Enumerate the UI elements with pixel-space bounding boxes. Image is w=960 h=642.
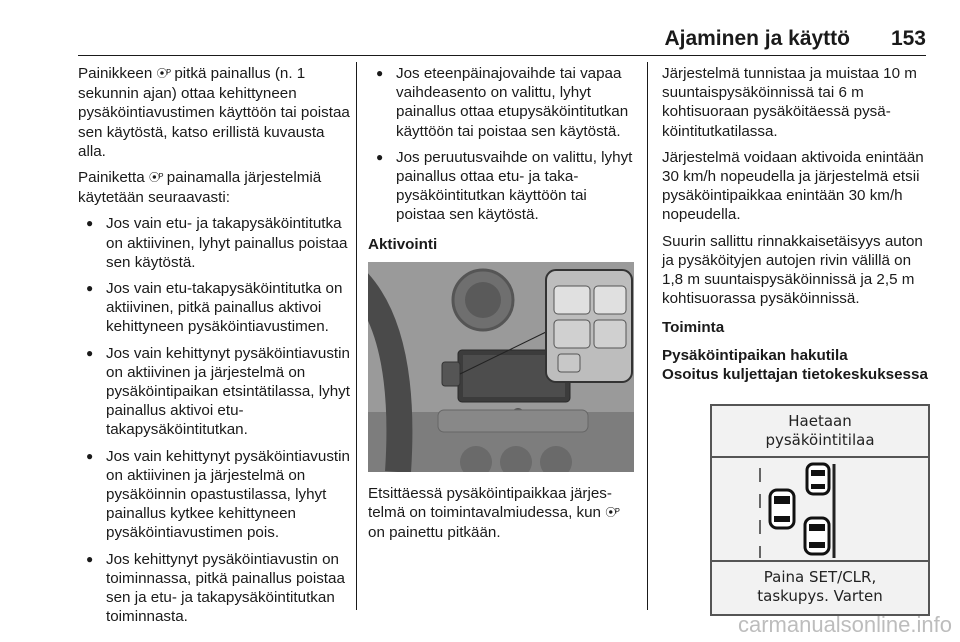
bullet-list-1	[78, 214, 350, 626]
column-2	[368, 64, 634, 549]
list-item: ● Jos vain etu-takapysäköintitutka on aktiivinen, pitkä painallus aktivoi kehittyneen pysäköintiavustimen.	[78, 279, 350, 337]
display-bottom-message	[712, 560, 928, 614]
list-item: ● Jos eteenpäinajovaihde tai vapaa vaihdeasento on valittu, lyhyt painallus ottaa etupysäköintitutkan käyttöön tai poistaa sen käytöstä.	[368, 64, 634, 141]
column-divider-2	[647, 62, 648, 610]
paragraph-long-press	[78, 64, 350, 161]
parking-assist-button-icon: ⦿ᴾ	[156, 68, 171, 80]
paragraph-detection-range: Järjestelmä tunnistaa ja muistaa 10 m suuntaispysäköinnissä tai 6 m kohtisuoraan pysäköitäessä pysäköintitutkatilassa.	[662, 65, 917, 140]
section-heading-toiminta: Toiminta	[662, 319, 725, 337]
page-number: 153	[890, 27, 926, 50]
watermark: carmanualsonline.info	[737, 612, 952, 637]
parked-car-icon	[807, 464, 829, 494]
column-divider-1	[356, 62, 357, 610]
parking-assist-button-icon: ⦿ᴾ	[605, 507, 619, 520]
caption-text-start: Etsittäessä pysäköintipaikkaa järjestelmä on toimintavalmiudessa, kun	[368, 484, 612, 522]
paragraph-text-start: Painikkeen	[78, 65, 157, 82]
parking-scene-graphic	[712, 460, 928, 560]
dashboard-photo	[368, 262, 634, 472]
caption-text-end: on painettu pitkään.	[368, 524, 501, 542]
display-top-message	[712, 406, 928, 458]
paragraph-text-end: painamalla järjestelmiä käytetään seuraavasti:	[78, 169, 322, 207]
parked-car-icon	[805, 518, 829, 554]
list-item: ● Jos vain kehittynyt pysäköintiavustin on aktiivinen ja järjestelmä on pysäköintipaikan etsintätilassa, lyhyt painallus aktivoi etu- takapysäköintitutkan.	[78, 344, 350, 440]
subheading-driver-info: Osoitus kuljettajan tietokeskuksessa	[662, 365, 928, 383]
list-item: ● Jos vain kehittynyt pysäköintiavustin on aktiivinen ja järjestelmä on pysäköinnin opastustilassa, lyhyt painallus kytkee kehittyneen pysäköintiavustimen pois.	[78, 447, 350, 543]
paragraph-max-distance: Suurin sallittu rinnakkaisetäisyys auton ja pysäköityjen autojen rivin välillä on 1,8 m suuntaispysäköinnissä ja 2,5 m kohtisuorassa pysäköinnissä.	[662, 232, 923, 308]
section-heading-aktivointi: Aktivointi	[368, 235, 438, 253]
column-3	[662, 64, 928, 616]
paragraph-text-end: pitkä painallus (n. 1 sekunnin ajan) ottaa kehittyneen pysäköintiavustimen käyttöön tai poistaa sen käytöstä, katso erillistä kuvausta alla.	[78, 65, 350, 160]
list-item: ● Jos vain etu- ja takapysäköintitutka on aktiivinen, lyhyt painallus poistaa sen käytöstä.	[78, 214, 350, 272]
bullet-list-2	[368, 64, 634, 225]
display-bottom-line-2: taskupys. Varten	[757, 587, 883, 606]
photo-caption	[368, 484, 634, 543]
list-item: ● Jos peruutusvaihde on valittu, lyhyt painallus ottaa etu- ja takapysäköintitutkan käyttöön tai poistaa sen käytöstä.	[368, 148, 634, 225]
list-item: ● Jos kehittynyt pysäköintiavustin on toiminnassa, pitkä painallus poistaa sen ja etu- ja takapysäköintitutkan toiminnasta.	[78, 550, 350, 627]
page-header	[0, 0, 960, 58]
display-bottom-line-1: Paina SET/CLR,	[763, 568, 877, 587]
driver-info-display	[710, 404, 930, 616]
dashboard-illustration	[368, 262, 634, 472]
paragraph-short-press	[78, 168, 350, 207]
parking-scene	[712, 460, 928, 560]
header-rule	[78, 55, 926, 56]
column-1	[78, 64, 350, 633]
own-car-icon	[770, 490, 794, 528]
paragraph-text-start: Painiketta	[78, 169, 149, 187]
display-top-line-1: Haetaan	[788, 412, 852, 431]
paragraph-activation-speed: Järjestelmä voidaan aktivoida enintään 30 km/h nopeudella ja järjestelmä etsii pysäköintipaikkaa enintään 30 km/h nopeudella.	[662, 148, 924, 224]
page-section-title: Ajaminen ja käyttö	[664, 27, 850, 50]
display-top-line-2: pysäköintitilaa	[765, 431, 875, 450]
subheading-search-mode: Pysäköintipaikan hakutila	[662, 346, 848, 364]
parking-assist-button-icon: ⦿ᴾ	[148, 172, 163, 185]
